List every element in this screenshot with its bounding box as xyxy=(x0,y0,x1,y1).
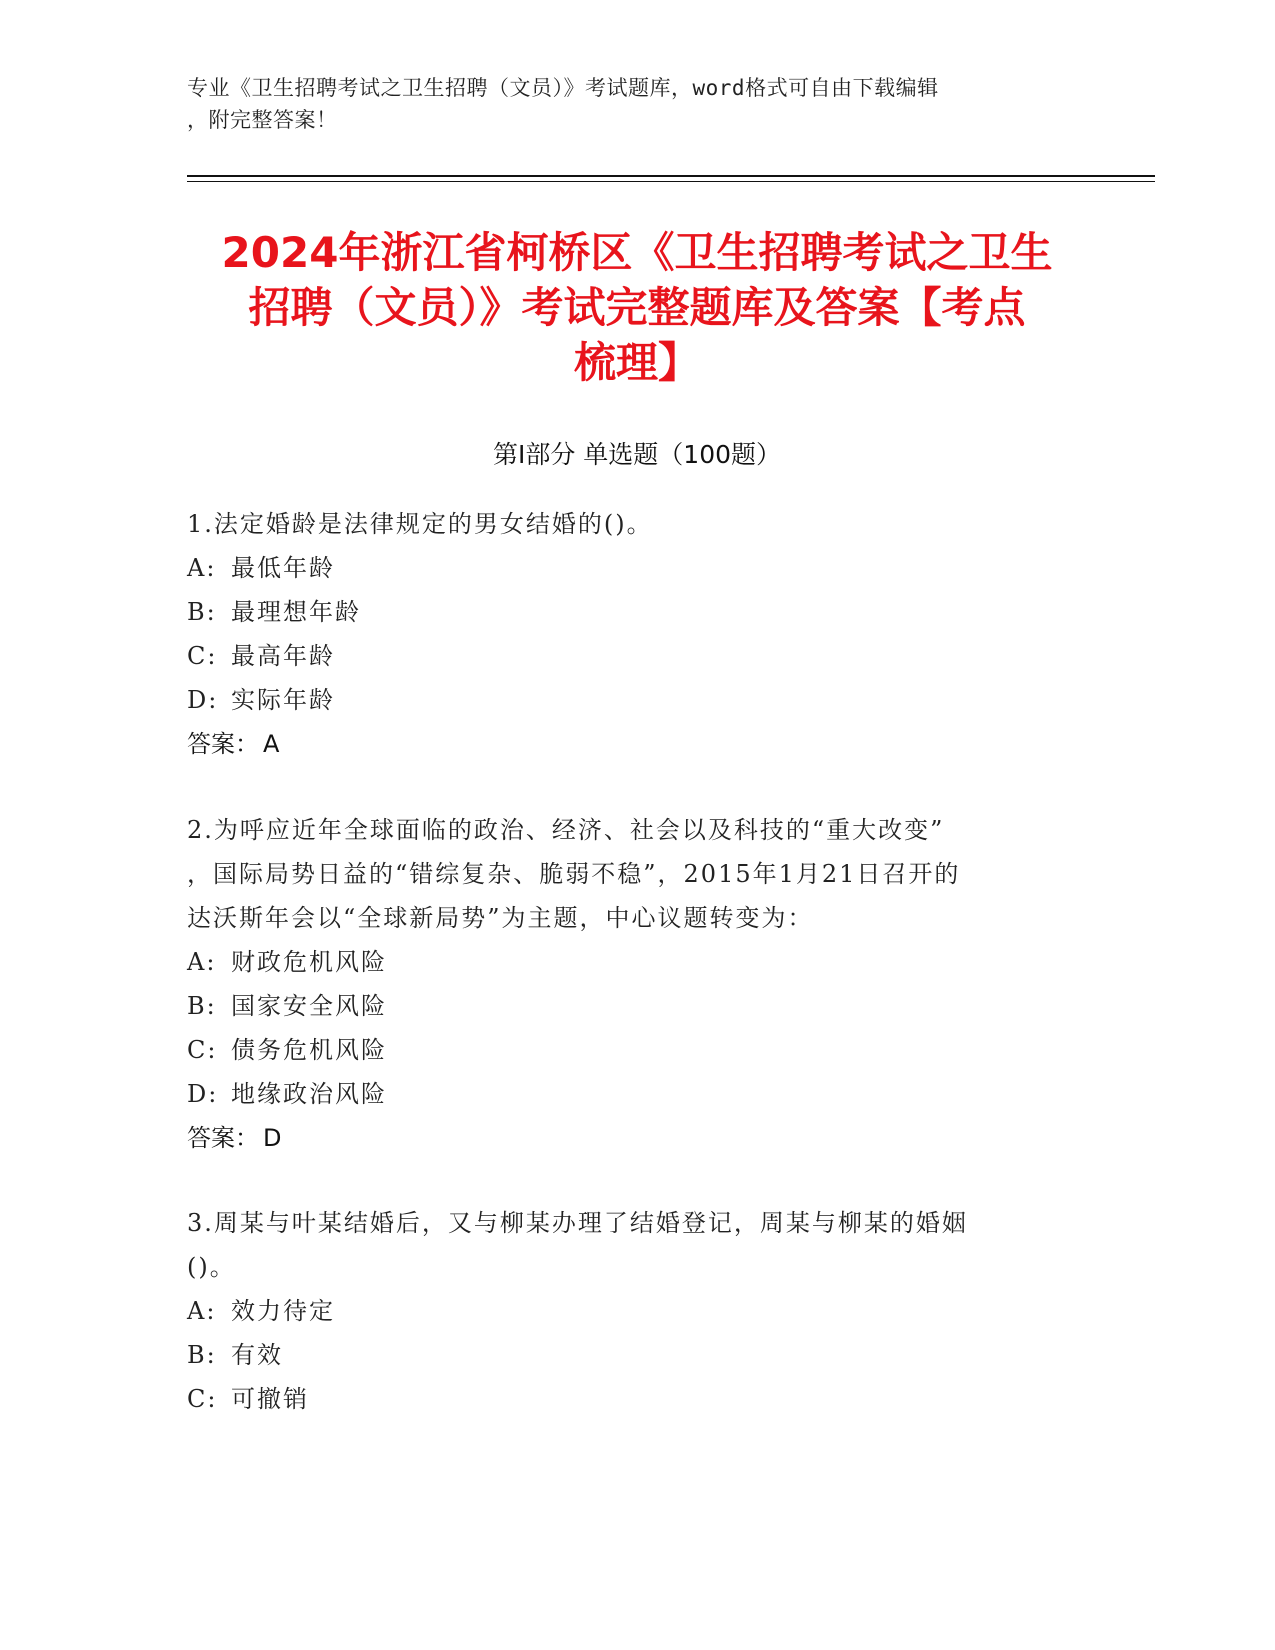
question-stem: ，国际局势日益的“错综复杂、脆弱不稳”，2015年1月21日召开的 xyxy=(187,860,961,888)
question-1 xyxy=(187,502,1087,766)
option-text: 财政危机风险 xyxy=(231,948,387,976)
title-line: 招聘（文员）》考试完整题库及答案【考点 xyxy=(248,283,1026,332)
option-b xyxy=(187,590,1087,634)
answer-value: D xyxy=(263,1124,282,1152)
option-d xyxy=(187,1072,1087,1116)
option-text: 最低年龄 xyxy=(231,554,335,582)
option-a xyxy=(187,546,1087,590)
title-line: 梳理】 xyxy=(573,338,700,387)
question-2 xyxy=(187,808,1087,1160)
document-title xyxy=(187,225,1087,390)
option-label: D: xyxy=(187,1080,219,1108)
option-label: C: xyxy=(187,1036,218,1064)
question-stem: 3.周某与叶某结婚后，又与柳某办理了结婚登记，周某与柳某的婚姻 xyxy=(187,1209,968,1237)
option-label: C: xyxy=(187,1385,218,1413)
option-c xyxy=(187,634,1087,678)
option-a xyxy=(187,940,1087,984)
option-b xyxy=(187,1333,1087,1377)
option-label: B: xyxy=(187,598,217,626)
option-text: 实际年龄 xyxy=(231,686,335,714)
answer-line xyxy=(187,722,1087,766)
option-c xyxy=(187,1028,1087,1072)
option-c xyxy=(187,1377,1087,1421)
option-text: 有效 xyxy=(231,1341,283,1369)
question-stem: 达沃斯年会以“全球新局势”为主题，中心议题转变为： xyxy=(187,904,814,932)
question-stem: 2.为呼应近年全球面临的政治、经济、社会以及科技的“重大改变” xyxy=(187,816,945,844)
header-note-line: 专业《卫生招聘考试之卫生招聘（文员）》考试题库，word格式可自由下载编辑 xyxy=(187,76,939,100)
option-label: D: xyxy=(187,686,219,714)
option-label: B: xyxy=(187,1341,217,1369)
answer-label: 答案： xyxy=(187,730,259,758)
option-text: 可撤销 xyxy=(231,1385,309,1413)
option-text: 国家安全风险 xyxy=(231,992,387,1020)
option-b xyxy=(187,984,1087,1028)
answer-line xyxy=(187,1116,1087,1160)
question-stem: ()。 xyxy=(187,1253,236,1281)
header-divider-thick xyxy=(187,175,1155,177)
answer-value: A xyxy=(263,730,280,758)
option-d xyxy=(187,678,1087,722)
option-text: 最理想年龄 xyxy=(231,598,361,626)
option-label: A: xyxy=(187,1297,217,1325)
option-label: A: xyxy=(187,948,217,976)
option-label: A: xyxy=(187,554,217,582)
section-heading: 第Ⅰ部分 单选题（100题） xyxy=(492,440,782,469)
option-text: 效力待定 xyxy=(231,1297,335,1325)
option-label: C: xyxy=(187,642,218,670)
question-3 xyxy=(187,1201,1087,1421)
option-text: 最高年龄 xyxy=(231,642,335,670)
header-divider-thin xyxy=(187,181,1155,182)
header-note-line: ，附完整答案！ xyxy=(187,108,338,132)
option-text: 债务危机风险 xyxy=(231,1036,387,1064)
question-stem: 1.法定婚龄是法律规定的男女结婚的()。 xyxy=(187,510,653,538)
answer-label: 答案： xyxy=(187,1124,259,1152)
option-a xyxy=(187,1289,1087,1333)
title-line: 2024年浙江省柯桥区《卫生招聘考试之卫生 xyxy=(221,228,1053,277)
header-note xyxy=(187,72,1067,136)
option-label: B: xyxy=(187,992,217,1020)
option-text: 地缘政治风险 xyxy=(231,1080,387,1108)
